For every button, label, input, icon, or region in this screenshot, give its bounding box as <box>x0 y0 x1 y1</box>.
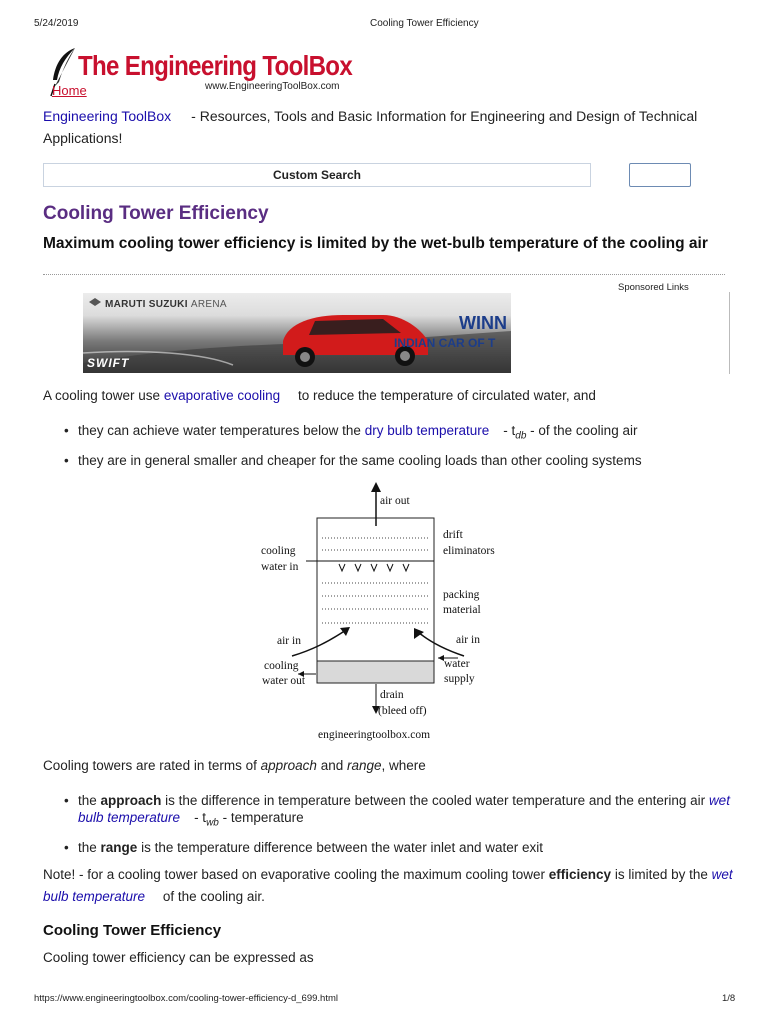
advertisement-banner[interactable] <box>83 293 511 373</box>
bullet-text: the <box>78 793 97 808</box>
rated-and: and <box>320 758 344 773</box>
label-air-out: air out <box>380 495 410 507</box>
ad-brand-suffix: ARENA <box>190 299 227 310</box>
ad-subline: INDIAN CAR OF T <box>394 336 496 350</box>
label-air-in-left: air in <box>277 635 301 647</box>
page-subtitle: Maximum cooling tower efficiency is limited by the wet-bulb temperature of the cooling air <box>43 235 708 252</box>
rated-pre: Cooling towers are rated in terms of <box>43 758 257 773</box>
search-button[interactable] <box>629 163 691 187</box>
label-water: water <box>444 658 470 670</box>
print-title: Cooling Tower Efficiency <box>370 18 479 29</box>
label-bleed-off: (bleed off) <box>378 705 427 717</box>
wet-bulb-temperature-link-2[interactable]: wet bulb temperature <box>43 867 733 904</box>
dry-bulb-temperature-link[interactable]: dry bulb temperature <box>364 423 490 438</box>
site-logo[interactable] <box>45 46 365 100</box>
note-post: of the cooling air. <box>162 889 265 904</box>
list-item <box>43 452 733 469</box>
site-tagline <box>43 105 723 149</box>
section-heading: Cooling Tower Efficiency <box>43 922 222 939</box>
label-drain: drain <box>380 689 404 701</box>
features-list <box>43 422 733 469</box>
label-water-out: water out <box>262 675 306 687</box>
range-term: range <box>100 839 138 855</box>
label-supply: supply <box>444 673 475 685</box>
label-drift: drift <box>443 529 463 541</box>
label-eliminators: eliminators <box>443 545 495 557</box>
bullet-text: - temperature <box>218 810 304 825</box>
approach-term: approach <box>100 793 162 808</box>
engineering-toolbox-link[interactable]: Engineering ToolBox <box>43 108 172 124</box>
bullet-text: - t <box>194 810 207 825</box>
label-air-in-right: air in <box>456 634 480 646</box>
cooling-tower-diagram <box>250 478 520 746</box>
label-packing: packing <box>443 589 480 601</box>
tagline-text: - Resources, Tools and Basic Information for Engineering and Design of Technical Applications! <box>43 108 698 146</box>
bullet-text: - t <box>503 423 516 438</box>
print-date: 5/24/2019 <box>34 18 79 29</box>
label-cooling-out: cooling <box>264 660 299 672</box>
home-link[interactable]: Home <box>52 83 87 98</box>
ad-brand: MARUTI SUZUKI <box>105 299 188 310</box>
print-page: 1/8 <box>722 993 736 1004</box>
logo-url: www.EngineeringToolBox.com <box>205 81 340 92</box>
bullet-text: they are in general smaller and cheaper for the same cooling loads than other cooling systems <box>78 452 642 468</box>
print-url: https://www.engineeringtoolbox.com/cooling-tower-efficiency-d_699.html <box>34 993 338 1004</box>
ad-edge <box>729 292 730 374</box>
diagram-credit: engineeringtoolbox.com <box>318 729 431 741</box>
bullet-subscript: db <box>515 430 527 442</box>
divider <box>43 274 725 275</box>
suzuki-logo-icon <box>89 298 101 306</box>
note-mid: is limited by the <box>614 867 708 882</box>
ratings-list <box>43 792 733 856</box>
intro-post: to reduce the temperature of circulated water, and <box>297 388 596 403</box>
rated-post: , where <box>381 758 426 773</box>
page-title: Cooling Tower Efficiency <box>43 203 269 224</box>
rated-paragraph <box>43 756 426 776</box>
rated-approach: approach <box>260 758 317 773</box>
rated-range: range <box>346 758 382 773</box>
bullet-subscript: wb <box>206 817 219 829</box>
ad-headline: WINN <box>459 313 507 333</box>
list-item <box>43 422 733 445</box>
ad-model: SWIFT <box>87 356 130 370</box>
list-item <box>43 839 733 856</box>
intro-paragraph <box>43 386 596 406</box>
intro-pre: A cooling tower use <box>43 388 161 403</box>
custom-search-box[interactable]: Custom Search <box>43 163 591 187</box>
bullet-text: the <box>78 839 97 855</box>
evaporative-cooling-link[interactable]: evaporative cooling <box>163 388 281 403</box>
note-pre: Note! - for a cooling tower based on evaporative cooling the maximum cooling tower <box>43 867 546 882</box>
bullet-text: is the temperature difference between the water inlet and water exit <box>141 839 544 855</box>
sponsored-links-label: Sponsored Links <box>618 282 689 293</box>
bullet-text: they can achieve water temperatures below the <box>78 423 361 438</box>
label-cooling-in: cooling <box>261 545 296 557</box>
bullet-text: - of the cooling air <box>526 423 638 438</box>
label-water-in: water in <box>261 561 299 573</box>
list-item <box>43 792 733 832</box>
note-bold: efficiency <box>548 867 612 882</box>
bullet-text: is the difference in temperature between the cooled water temperature and the entering air <box>165 793 706 808</box>
section-text: Cooling tower efficiency can be expressed as <box>43 950 314 965</box>
logo-title: The Engineering ToolBox <box>78 50 353 81</box>
wet-bulb-temperature-link[interactable]: wet bulb temperature <box>78 793 730 825</box>
label-material: material <box>443 604 481 616</box>
note-paragraph <box>43 864 733 908</box>
